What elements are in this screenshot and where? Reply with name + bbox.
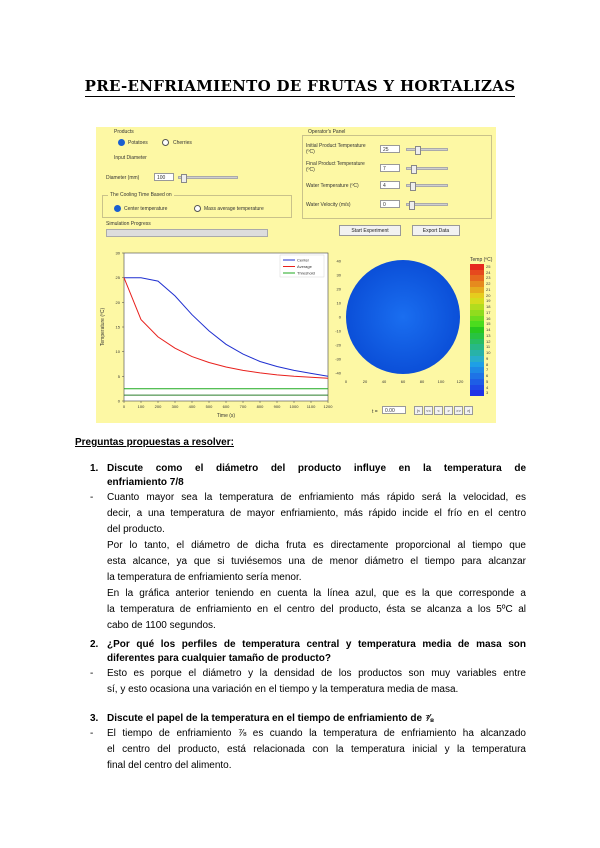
x-tick-label: 1000 [289,404,299,409]
radio-center-label: Center temperature [124,206,168,212]
sphere-plot [336,251,466,391]
sphere-y-tick: 10 [336,300,341,306]
products-label: Products [114,129,134,135]
colorbar-tick: 23 [486,275,491,281]
sphere-x-tick: 20 [362,379,368,384]
time-input[interactable]: 0.00 [382,406,406,414]
answer-line: del producto. [107,524,165,535]
y-tick-label: 20 [115,299,120,305]
colorbar-tick: 15 [486,321,491,327]
question-title: enfriamiento 7/8 [107,477,184,488]
sphere-y-tick: -40 [335,370,341,376]
question-title: Discute como el diámetro del producto influye en la temperatura de [107,463,526,474]
time-nav-button[interactable]: |< [414,406,423,415]
sphere-y-tick: 0 [338,314,341,320]
colorbar-tick: 18 [486,304,491,310]
colorbar-tick: 9 [486,355,489,361]
colorbar-tick: 4 [486,384,489,390]
input-diameter-label: Input Diameter [114,155,147,161]
colorbar-tick: 11 [486,344,491,350]
page-title: PRE-ENFRIAMIENTO DE FRUTAS Y HORTALIZAS [84,77,516,95]
slider-handle[interactable] [410,182,416,191]
x-tick-label: 600 [222,404,230,409]
param-water-velocity-slider[interactable] [406,203,448,206]
radio-potatoes[interactable] [118,139,125,146]
colorbar-tick: 6 [486,373,489,379]
slider-handle[interactable] [181,174,187,183]
radio-potatoes-label: Potatoes [128,140,148,146]
colorbar-tick: 12 [486,338,491,344]
param-final-input[interactable]: 7 [380,164,400,172]
simulator-panel [96,127,496,423]
sphere-y-tick: 30 [336,272,341,278]
chart-legend [280,255,324,277]
question-number: 1. [90,463,99,474]
radio-center-temperature[interactable] [114,205,121,212]
answer-bullet: - [90,668,94,679]
colorbar-tick: 17 [486,309,491,315]
slider-handle[interactable] [411,165,417,174]
time-nav-button[interactable]: << [424,406,433,415]
x-tick-label: 300 [171,404,179,409]
question-number: 2. [90,639,99,650]
answer-line: cabo de 1100 segundos. [107,620,216,631]
answer-line: el centro del producto, está relacionada con la temperatura inicial y la temperatura [107,744,526,755]
sphere-y-tick: -30 [335,356,341,362]
progress-bar [106,229,268,237]
answer-line: la temperatura de enfriamiento en el centro del producto, ésta se alcanza a los 5ºC al [107,604,526,615]
sphere-x-tick: 120 [456,379,464,384]
diameter-slider[interactable] [178,176,238,179]
colorbar-tick: 10 [486,350,491,356]
colorbar-label: Temp (ºC) [470,257,493,263]
answer-line: la temperatura de enfriamiento sería menor. [107,572,302,583]
radio-cherries-label: Cherries [173,140,192,146]
colorbar-tick: 3 [486,390,489,396]
answer-line: final del centro del alimento. [107,760,232,771]
question-title: diferentes para cualquier tamaño de producto? [107,653,331,664]
sphere-y-tick: 40 [336,258,341,264]
param-water-velocity-input[interactable]: 0 [380,200,400,208]
slider-handle[interactable] [409,201,415,210]
colorbar-tick: 8 [486,361,489,367]
sphere-y-tick: -10 [335,328,341,334]
colorbar-tick: 19 [486,298,491,304]
diameter-field-label: Diameter (mm) [106,175,140,181]
sphere-x-tick: 0 [344,379,348,384]
x-tick-label: 700 [239,404,247,409]
param-water-temp-slider[interactable] [406,184,448,187]
x-axis-label: Time (s) [216,413,236,419]
time-label: t = [372,409,378,415]
answer-bullet: - [90,492,94,503]
answer-line: sí, y esto ocasiona una variación en el tiempo y la temperatura media de masa. [107,684,459,695]
y-axis-label: Temperature (ºC) [100,307,106,347]
answer-line: Por lo tanto, el diámetro de dicha fruta es directamente proporcional al tiempo que [107,540,526,551]
y-tick-label: 10 [115,349,120,355]
answer-line: En la gráfica anterior teniendo en cuenta la línea azul, que es la que corresponde a [107,588,526,599]
colorbar-tick: 20 [486,292,491,298]
param-water-temp-input[interactable]: 4 [380,181,400,189]
sphere-y-tick: 20 [336,286,341,292]
param-initial-input[interactable]: 25 [380,145,400,153]
temperature-chart [96,243,336,423]
colorbar [470,264,491,396]
y-tick-label: 15 [115,324,120,330]
colorbar-tick: 13 [486,332,491,338]
y-tick-label: 25 [115,275,120,281]
param-final-label: Final Product Temperature (ºC) [306,161,365,173]
export-data-button[interactable]: Export Data [412,225,460,236]
progress-label: Simulation Progress [106,221,151,227]
x-tick-label: 400 [188,404,196,409]
param-initial-label: Initial Product Temperature (ºC) [306,143,366,155]
sphere-x-tick: 80 [419,379,425,384]
sphere-x-tick: 100 [437,379,445,384]
x-tick-label: 200 [154,404,162,409]
sphere-temperature-circle [346,260,460,374]
sphere-x-tick: 60 [400,379,406,384]
x-tick-label: 1100 [306,404,316,409]
colorbar-tick: 14 [486,327,491,333]
question-title: Discute el papel de la temperatura en el tiempo de enfriamiento de ⅞ [107,713,434,724]
time-nav-button[interactable]: >| [464,406,473,415]
x-tick-label: 500 [205,404,213,409]
colorbar-cell [470,390,484,396]
diameter-input[interactable]: 100 [154,173,174,181]
operator-panel-label: Operator's Panel [308,129,346,135]
param-final-slider[interactable] [406,167,448,170]
x-tick-label: 1200 [323,404,333,409]
cooling-basis-label: The Cooling Time Based on [110,192,172,198]
answer-line: Esto es porque el diámetro y la densidad de los productos son muy variables entre [107,668,526,679]
x-tick-label: 900 [273,404,281,409]
time-nav-button[interactable]: >> [454,406,463,415]
y-tick-label: 5 [117,373,120,379]
colorbar-tick: 22 [486,281,491,287]
time-nav-button[interactable]: > [444,406,453,415]
radio-mass-average[interactable] [194,205,201,212]
colorbar-tick: 7 [486,367,489,373]
colorbar-tick: 21 [486,286,491,292]
param-water-temp-label: Water Temperature (ºC) [306,183,359,189]
radio-cherries[interactable] [162,139,169,146]
y-tick-label: 30 [115,250,120,256]
questions-heading: Preguntas propuestas a resolver: [75,437,234,448]
x-tick-label: 100 [137,404,145,409]
colorbar-tick: 16 [486,315,491,321]
radio-mass-average-label: Mass average temperature [204,206,264,212]
start-experiment-button[interactable]: Start Experiment [339,225,401,236]
legend-label: Average [297,264,312,269]
colorbar-tick: 24 [486,269,491,275]
legend-label: Center [297,257,310,263]
answer-line: decir, a una temperatura de mayor enfriamiento, más rápido incide el frío en el centro [107,508,526,519]
question-number: 3. [90,713,99,724]
answer-line: Cuanto mayor sea la temperatura de enfriamiento más rápido será la velocidad, es [107,492,526,503]
answer-line: El tiempo de enfriamiento ⅞ es cuando la temperatura de enfriamiento ha alcanzado [107,728,526,739]
param-water-velocity-label: Water Velocity (m/s) [306,202,351,208]
time-nav-button[interactable]: < [434,406,443,415]
sphere-x-tick: 40 [381,379,387,384]
y-tick-label: 0 [117,398,120,404]
question-title: ¿Por qué los perfiles de temperatura central y temperatura media de masa son [107,639,526,650]
x-tick-label: 800 [256,404,264,409]
sphere-y-tick: -20 [335,342,341,348]
slider-handle[interactable] [415,146,421,155]
answer-line: esta alcance, ya que si tuviésemos una de menor diámetro el tiempo para alcanzar [107,556,526,567]
param-initial-slider[interactable] [406,148,448,151]
x-tick-label: 0 [122,404,126,409]
colorbar-tick: 25 [486,264,491,269]
colorbar-tick: 5 [486,378,489,384]
answer-bullet: - [90,728,94,739]
legend-label: Threshold [297,270,315,276]
